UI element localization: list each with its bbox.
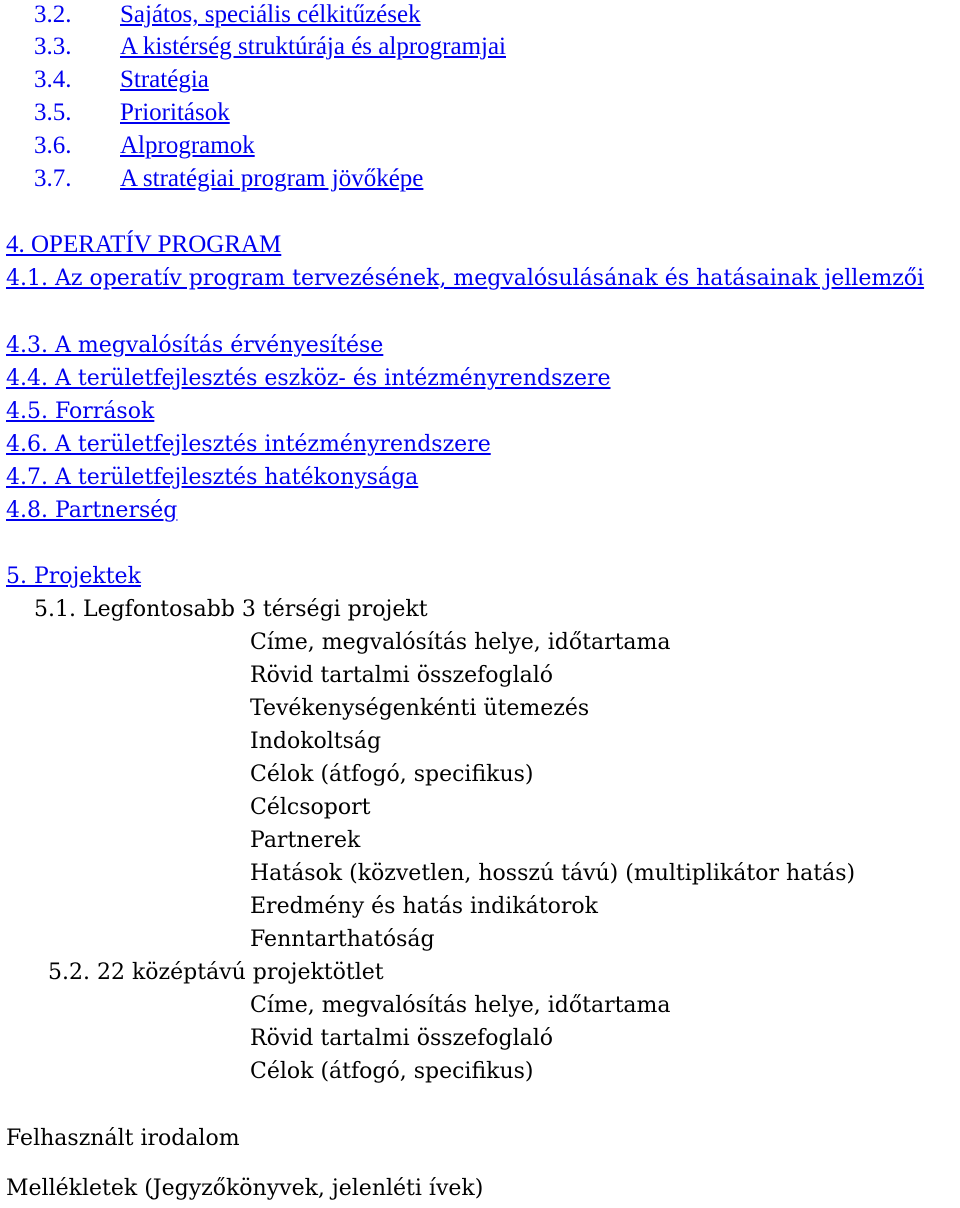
toc-number: 3.7. [34, 165, 72, 192]
list-item: Tevékenységenkénti ütemezés [250, 696, 590, 721]
list-item: Célcsoport [250, 795, 371, 820]
toc-link-4-7[interactable]: 4.7. A területfejlesztés hatékonysága [6, 465, 419, 490]
toc-title: Stratégia [120, 66, 209, 93]
list-item: Indokoltság [250, 729, 382, 754]
toc-number: 3.5. [34, 99, 72, 126]
toc-link-3-4[interactable] [34, 65, 209, 95]
toc-link-4-1[interactable]: 4.1. Az operatív program tervezésének, megvalósulásának és hatásainak jellemzői [6, 266, 925, 291]
toc-link-4-6[interactable]: 4.6. A területfejlesztés intézményrendszere [6, 432, 491, 457]
toc-link-5[interactable]: 5. Projektek [6, 564, 141, 589]
toc-number: 3.6. [34, 132, 72, 159]
toc-link-4-5[interactable]: 4.5. Források [6, 399, 155, 424]
toc-title: A stratégiai program jövőképe [120, 165, 424, 192]
toc-title: Alprogramok [120, 132, 255, 159]
toc-link-3-2[interactable] [34, 0, 421, 30]
toc-link-3-7[interactable] [34, 164, 423, 194]
toc-link-4-3[interactable]: 4.3. A megvalósítás érvényesítése [6, 333, 384, 358]
toc-link-4-8[interactable]: 4.8. Partnerség [6, 498, 178, 523]
toc-title: Sajátos, speciális célkitűzések [120, 1, 421, 28]
list-item: Partnerek [250, 828, 361, 853]
toc-link-3-3[interactable] [34, 32, 506, 62]
toc-link-3-6[interactable] [34, 131, 255, 161]
toc-link-3-5[interactable] [34, 98, 230, 128]
toc-link-4[interactable]: 4. OPERATÍV PROGRAM [6, 231, 282, 258]
toc-title: A kistérség struktúrája és alprogramjai [120, 33, 506, 60]
section-heading-5-1: 5.1. Legfontosabb 3 térségi projekt [34, 597, 428, 622]
list-item: Hatások (közvetlen, hosszú távú) (multiplikátor hatás) [250, 861, 856, 886]
list-item: Címe, megvalósítás helye, időtartama [250, 630, 671, 655]
section-heading-5-2: 5.2. 22 középtávú projektötlet [48, 960, 384, 985]
toc-number: 3.3. [34, 33, 72, 60]
list-item: Fenntarthatóság [250, 927, 435, 952]
toc-number: 3.4. [34, 66, 72, 93]
list-item: Rövid tartalmi összefoglaló [250, 1026, 554, 1051]
list-item: Címe, megvalósítás helye, időtartama [250, 993, 671, 1018]
toc-title: Prioritások [120, 99, 230, 126]
toc-link-4-4[interactable]: 4.4. A területfejlesztés eszköz- és intézményrendszere [6, 366, 611, 391]
literature-heading: Felhasznált irodalom [6, 1126, 240, 1151]
appendices-heading: Mellékletek (Jegyzőkönyvek, jelenléti ívek) [6, 1176, 484, 1201]
toc-number: 3.2. [34, 1, 72, 28]
list-item: Rövid tartalmi összefoglaló [250, 663, 554, 688]
list-item: Eredmény és hatás indikátorok [250, 894, 598, 919]
list-item: Célok (átfogó, specifikus) [250, 762, 534, 787]
list-item: Célok (átfogó, specifikus) [250, 1059, 534, 1084]
